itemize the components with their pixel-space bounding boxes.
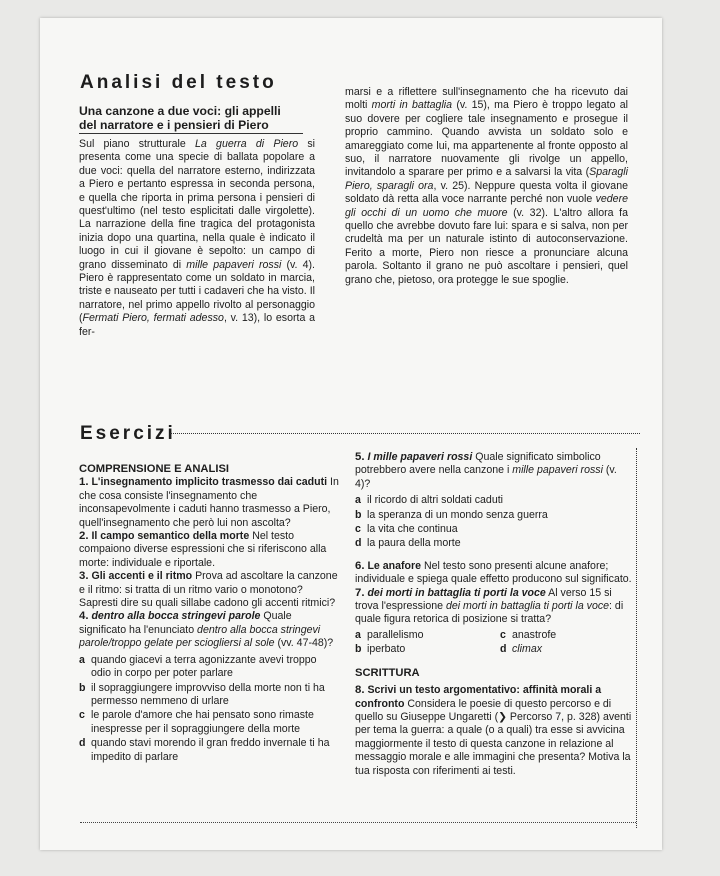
exercise-number: 1. (79, 476, 89, 489)
scrittura-title: SCRITTURA (355, 666, 420, 679)
section-heading-analisi: Analisi del testo (80, 72, 277, 93)
option-text: anastrofe (512, 628, 557, 641)
exercise-2 (79, 530, 339, 570)
exercise-number: 3. (79, 570, 89, 583)
exercise-text: (vv. 47-48)? (274, 637, 334, 650)
exercise-question: L'insegnamento implicito trasmesso dai caduti (91, 476, 328, 489)
answer-option[interactable] (355, 494, 633, 507)
exercise-question: Il campo semantico della morte (91, 530, 250, 543)
option-letter: a (355, 494, 361, 507)
exercise-question: dentro alla bocca stringevi parole (91, 610, 261, 623)
exercise-5 (355, 451, 633, 551)
answer-option[interactable] (79, 709, 339, 736)
exercise-7 (355, 587, 633, 658)
exercise-number: 4. (79, 610, 89, 623)
analysis-left-paragraph (79, 138, 315, 339)
answer-option[interactable] (500, 629, 633, 642)
option-text: il ricordo di altri soldati caduti (367, 494, 504, 507)
answer-option[interactable] (355, 523, 633, 536)
italic-run: mille papaveri rossi (186, 258, 282, 271)
exercise-4 (79, 610, 339, 763)
italic-run: dentro alla bocca stringevi parole/troppo gelate per sciogliersi al sole (79, 623, 321, 650)
answer-option[interactable] (79, 737, 339, 764)
exercise-text: Nel testo compaiono diverse espressioni che si riferiscono alla morte: individuale e riportale. (79, 530, 327, 569)
analysis-left-column (79, 104, 315, 339)
answer-options (355, 629, 633, 658)
section-heading-esercizi: Esercizi (80, 423, 176, 444)
exercise-number: 2. (79, 530, 89, 543)
option-text: la speranza di un mondo senza guerra (367, 508, 548, 521)
exercise-number: 5. (355, 451, 365, 463)
option-text: iperbato (367, 643, 406, 656)
option-letter: c (355, 523, 361, 536)
option-letter: c (79, 709, 85, 722)
exercise-question: Scrivi un testo argomentativo: affinità morali a confronto (355, 684, 602, 710)
italic-run: Fermati Piero, fermati adesso (82, 312, 224, 325)
answer-option[interactable] (355, 629, 500, 642)
exercise-1 (79, 476, 339, 530)
exercise-question: I mille papaveri rossi (367, 451, 473, 463)
answer-option[interactable] (500, 643, 633, 656)
exercise-question: Le anafore (367, 559, 422, 572)
italic-run: vedere gli occhi di un uomo che muore (345, 193, 628, 219)
exercise-number: 6. (355, 559, 365, 572)
analysis-right-column (345, 86, 628, 287)
exercise-text: In che cosa consiste l'insegnamento che inconsapevolmente i caduti hanno trasmesso a Piero, quell'insegnamento che però lui non ascolta? (79, 476, 339, 529)
analysis-subtitle-line2: del narratore e i pensieri di Piero (79, 118, 269, 132)
textbook-page (40, 18, 662, 850)
text-run: (v. 32). L'altro allora fa quello che avrebbe dovuto fare lui: spara e si salva, non per crudeltà ma per un naturale istinto di autoconservazione. Ferito a morte, Piero non riesce a pronunciare alcuna parola. Soltanto il grano ne può ascoltare i pensieri, quel grano che, pietoso, ora protegge le sue spoglie. (345, 206, 628, 286)
exercise-number: 8. (355, 684, 365, 697)
option-text: la paura della morte (367, 537, 461, 550)
option-text: quando giacevi a terra agonizzante avevi troppo odio in corpo per poter parlare (91, 653, 317, 680)
exercise-text: Quale significato ha l'enunciato (79, 610, 292, 636)
exercise-text: : di quale figura retorica di posizione si tratta? (355, 600, 624, 626)
option-letter: a (355, 628, 361, 641)
text-run: (v. 4). Piero è rappresentato come un soldato in marcia, triste e nauseato per tutti i cadaveri che ha visto. Il narratore, nel primo appello rivolto al personaggio ( (79, 258, 316, 325)
italic-run: La guerra di Piero (195, 138, 299, 150)
answer-option[interactable] (79, 654, 339, 681)
option-letter: b (79, 681, 86, 694)
analysis-right-paragraph (345, 86, 628, 287)
dotted-divider (170, 433, 640, 434)
option-text: le parole d'amore che hai pensato sono rimaste inespresse per il sopraggiungere della morte (91, 709, 314, 735)
answer-options (79, 654, 339, 764)
text-run: Sul piano strutturale (79, 138, 196, 150)
text-run: , v. 13), lo esorta a fer- (79, 312, 315, 338)
exercise-text: Prova ad ascoltare la canzone e il ritmo: si tratta di un ritmo vario o monotono? Sapresti dire su quali sillabe cadono gli accenti ritmici? (79, 570, 338, 610)
text-run: , v. 25). Neppure questa volta il giovane soldato dà retta alla voce narrante perché non vuole (345, 179, 628, 206)
exercise-number: 7. (355, 586, 365, 599)
option-text: quando stavi morendo il gran freddo invernale ti ha impedito di parlare (91, 737, 330, 763)
exercise-6 (355, 560, 633, 587)
exercise-3 (79, 570, 339, 610)
option-letter: a (79, 653, 85, 666)
option-letter: d (79, 737, 86, 750)
dotted-frame-bottom (80, 822, 636, 823)
option-text: la vita che continua (367, 523, 458, 536)
option-letter: d (500, 643, 507, 656)
text-run: (v. 15), ma Piero è troppo legato al suo dovere per cogliere tale insegnamento e prosegue il proprio cammino. Quando avvista un soldato solo e amareggiato come lui, ma appartenente al fronte opposto al suo, il narratore nuovamente gli rivolge un appello, invitandolo a sparare per primo e a salvarsi la vita ( (345, 99, 629, 179)
exercise-8 (355, 684, 633, 778)
exercise-text: (v. 4)? (355, 464, 617, 490)
text-run: si presenta come una specie di ballata popolare a due voci: quella del narratore esterno, indirizzata a Piero e pertanto espressa in seconda persona, e quella che riporta in prima persona i pensieri di quest'ultimo (nel testo esplicitati dalle virgolette). La narrazione della fine tragica del protagonista inizia dopo una quartina, nella quale è indicato il luogo in cui il giovane è sepolto: un campo di grano disseminato di (79, 138, 315, 271)
italic-run: Sparagli Piero, sparagli ora (345, 166, 628, 192)
comprensione-title: COMPRENSIONE E ANALISI (79, 463, 230, 475)
subtitle-underline (79, 133, 303, 134)
dotted-frame-right (636, 448, 637, 828)
option-letter: d (355, 537, 362, 550)
option-text: parallelismo (367, 628, 424, 641)
answer-option[interactable] (355, 537, 633, 550)
exercise-text: Quale significato simbolico potrebbero avere nella canzone i (355, 451, 601, 477)
option-letter: b (355, 643, 362, 656)
answer-options (355, 494, 633, 551)
answer-option[interactable] (355, 643, 500, 656)
italic-run: dei morti in battaglia ti porti la voce (445, 600, 610, 613)
exercise-question: Gli accenti e il ritmo (91, 570, 193, 583)
exercise-question: dei morti in battaglia ti porti la voce (367, 586, 546, 599)
option-letter: c (500, 628, 506, 641)
answer-option[interactable] (79, 682, 339, 709)
exercise-text: Considera le poesie di questo percorso e di quello su Giuseppe Ungaretti (❯ Percorso 7, p. 328) aventi per tema la guerra: a quale (o a quali) tra esse si avvicina maggiormente il testo di questa canzone in relazione al messaggio morale e alle immagini che presenta? Motiva la tua risposta con riferimenti ai testi. (355, 697, 632, 777)
text-run: marsi e a riflettere sull'insegnamento che ha ricevuto dai molti (345, 86, 628, 112)
exercises-right-column (355, 451, 633, 778)
option-letter: b (355, 508, 362, 521)
answer-option[interactable] (355, 509, 633, 522)
analysis-subtitle-line1: Una canzone a due voci: gli appelli (79, 104, 281, 118)
exercises-left-column (79, 463, 339, 773)
option-text: il sopraggiungere improvviso della morte non ti ha permesso nemmeno di urlare (91, 681, 325, 707)
italic-run: mille papaveri rossi (512, 464, 603, 477)
exercise-text: Nel testo sono presenti alcune anafore; individuale e spiega quale effetto producono sul significato. (355, 559, 632, 586)
option-text: climax (512, 643, 543, 656)
exercise-text: Al verso 15 si trova l'espressione (355, 586, 612, 613)
italic-run: morti in battaglia (371, 99, 453, 112)
